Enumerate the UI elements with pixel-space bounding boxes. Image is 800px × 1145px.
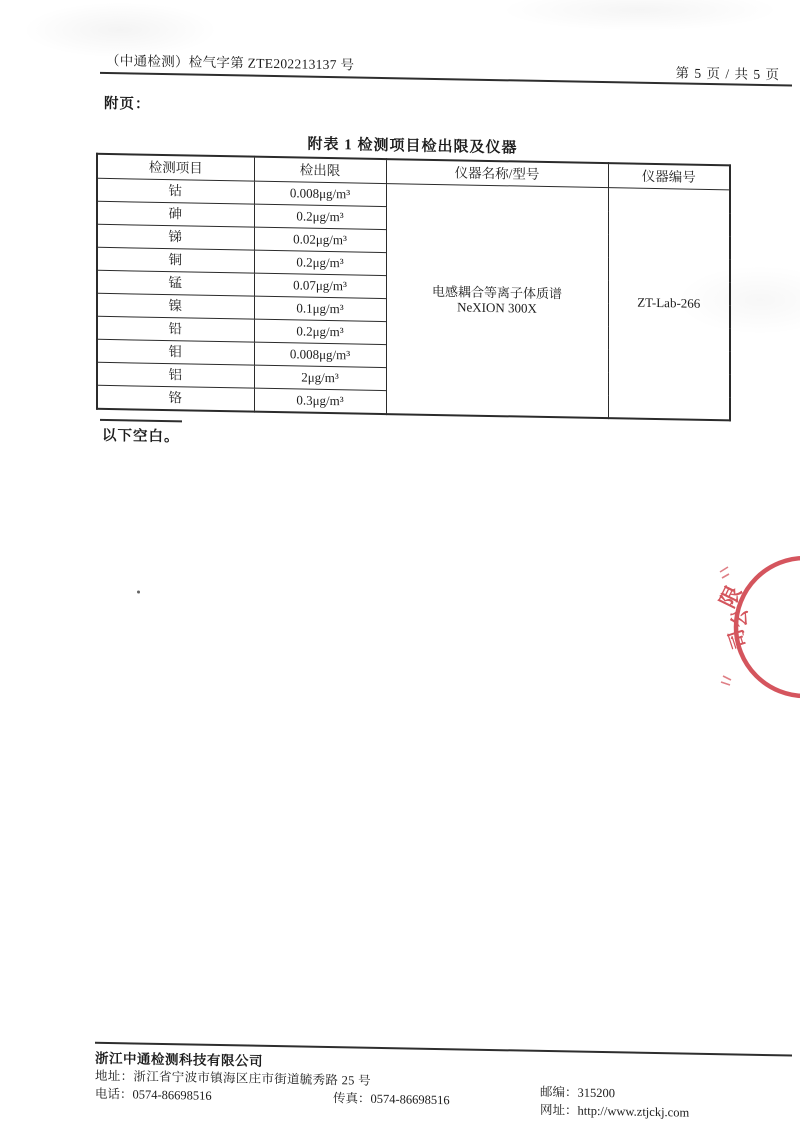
footer-phone <box>95 1084 212 1104</box>
footer-phone-value: 0574-86698516 <box>132 1087 212 1103</box>
detection-limit: 0.2μg/m³ <box>254 319 386 344</box>
footer-company-name: 浙江中通检测科技有限公司 <box>95 1050 263 1069</box>
blank-note: 以下空白。 <box>102 427 180 446</box>
detection-limit: 0.2μg/m³ <box>254 204 386 229</box>
table-title: 附表 1 检测项目检出限及仪器 <box>307 136 518 157</box>
footer-fax <box>333 1088 450 1108</box>
instrument-code-cell: ZT-Lab-266 <box>608 188 730 421</box>
column-header-instrument-code: 仪器编号 <box>608 163 730 190</box>
footer-fax-value: 0574-86698516 <box>370 1091 450 1108</box>
item-name: 砷 <box>97 201 254 227</box>
footer-postal-label: 邮编： <box>540 1084 578 1100</box>
footer-address-label: 地址： <box>95 1068 134 1084</box>
page-indicator: 第 5 页 / 共 5 页 <box>675 65 780 83</box>
detection-limit: 0.07μg/m³ <box>254 273 386 298</box>
column-header-limit: 检出限 <box>254 157 386 184</box>
scan-speck <box>137 591 140 594</box>
footer-phone-label: 电话： <box>95 1086 133 1102</box>
seal-char-1: 限 <box>715 582 747 612</box>
instrument-name-line2: NeXION 300X <box>457 298 537 316</box>
item-name: 铅 <box>97 316 254 342</box>
item-name: 铜 <box>97 247 254 273</box>
footer-web-value: http://www.ztjckj.com <box>577 1103 690 1120</box>
detection-limit: 0.008μg/m³ <box>254 181 386 206</box>
column-header-item: 检测项目 <box>97 154 254 181</box>
detection-limit: 0.02μg/m³ <box>254 227 386 252</box>
blank-note-rule <box>100 419 182 423</box>
instrument-name-cell <box>386 184 608 419</box>
seal-small-mark-top <box>720 567 729 578</box>
footer-address-value: 浙江省宁波市镇海区庄市街道毓秀路 25 号 <box>133 1069 371 1088</box>
footer-postal-code <box>540 1082 615 1101</box>
detection-limit: 0.3μg/m³ <box>254 388 386 414</box>
item-name: 钴 <box>97 178 254 204</box>
item-name: 铝 <box>97 362 254 388</box>
item-name: 锰 <box>97 270 254 296</box>
seal-small-mark-bottom <box>721 676 731 685</box>
item-name: 钼 <box>97 339 254 365</box>
detection-limit: 2μg/m³ <box>254 365 386 390</box>
seal-char-2: 公 <box>729 607 752 628</box>
detection-limit: 0.2μg/m³ <box>254 250 386 275</box>
footer-website <box>540 1100 689 1121</box>
detection-limit: 0.1μg/m³ <box>254 296 386 321</box>
seal-char-3: 司 <box>725 626 752 651</box>
company-seal-stamp <box>700 538 800 718</box>
detection-limit: 0.008μg/m³ <box>254 342 386 367</box>
item-name: 镍 <box>97 293 254 319</box>
footer-fax-label: 传真： <box>333 1091 371 1106</box>
item-name: 锑 <box>97 224 254 250</box>
footer-postal-value: 315200 <box>577 1085 616 1101</box>
detection-limits-table <box>96 153 731 422</box>
instrument-name-line1: 电感耦合等离子体质谱 <box>431 283 562 301</box>
seal-graphic <box>700 538 800 718</box>
attachment-label: 附页： <box>104 95 151 113</box>
document-number: （中通检测）检气字第 ZTE202213137 号 <box>106 52 355 73</box>
column-header-instrument: 仪器名称/型号 <box>386 159 608 188</box>
item-name: 铬 <box>97 385 254 411</box>
footer-web-label: 网址： <box>540 1102 578 1118</box>
